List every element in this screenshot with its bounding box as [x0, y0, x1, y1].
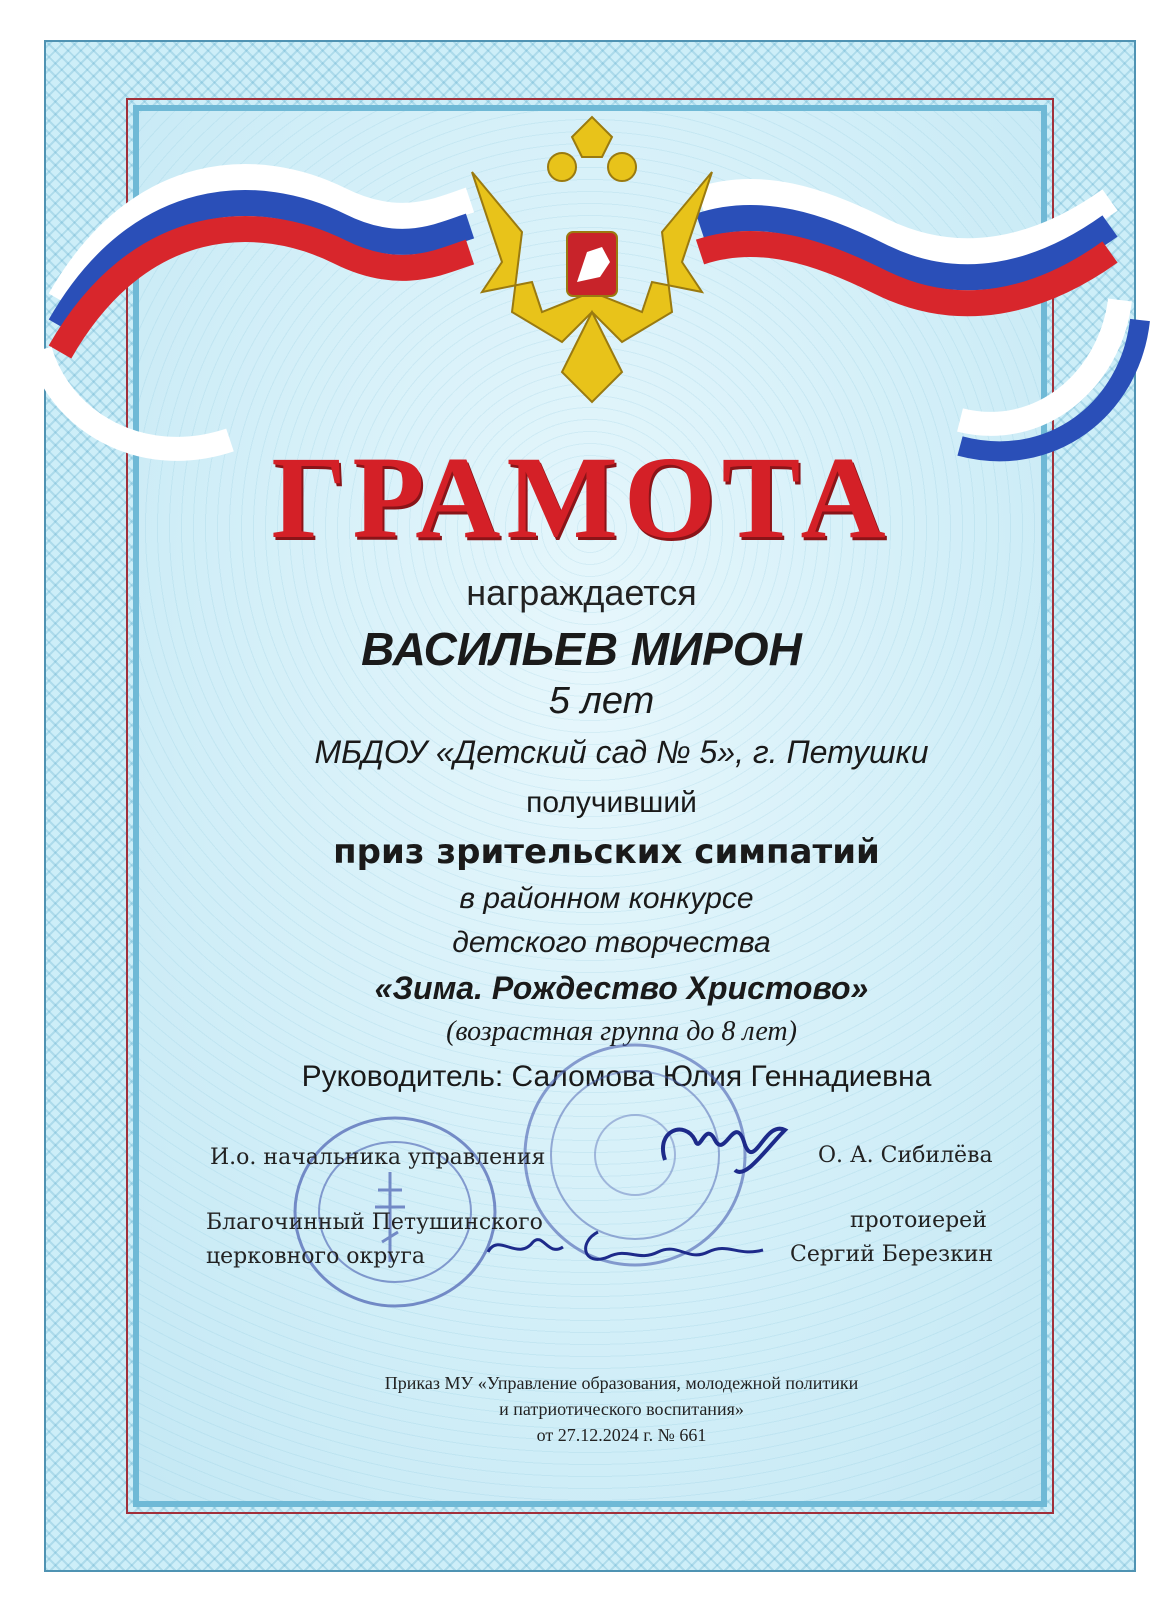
- supervisor: Руководитель: Саломова Юлия Геннадиевна: [301, 1060, 932, 1093]
- contest-name: «Зима. Рождество Христово»: [374, 970, 869, 1006]
- coat-of-arms-icon: [452, 112, 732, 412]
- certificate-title: ГРАМОТА: [271, 432, 892, 563]
- contest-line-2: детского творчества: [452, 926, 771, 959]
- signatory-1-name: О. А. Сибилёва: [818, 1143, 993, 1168]
- signatory-1-position: И.о. начальника управления: [210, 1145, 546, 1170]
- prize-name: приз зрительских симпатий: [333, 832, 880, 872]
- recipient-name: ВАСИЛЬЕВ МИРОН: [361, 623, 802, 675]
- signatory-2-position-line1: Благочинный Петушинского: [206, 1210, 543, 1235]
- recipient-age: 5 лет: [548, 680, 655, 722]
- contest-line-1: в районном конкурсе: [459, 882, 754, 915]
- age-group: (возрастная группа до 8 лет): [446, 1016, 797, 1047]
- footer-line-3: от 27.12.2024 г. № 661: [536, 1425, 707, 1445]
- received-text: получивший: [526, 786, 697, 819]
- signatory-2-title: протоиерей: [850, 1208, 987, 1233]
- signature-sibileva-icon: [645, 1100, 805, 1190]
- footer-line-2: и патриотического воспитания»: [499, 1399, 744, 1419]
- institution: МБДОУ «Детский сад № 5», г. Петушки: [314, 734, 929, 770]
- footer-line-1: Приказ МУ «Управление образования, молодежной политики: [384, 1373, 859, 1393]
- signatory-2-name: Сергий Березкин: [790, 1242, 994, 1267]
- signatory-2-position-line2: церковного округа: [206, 1244, 425, 1269]
- awarded-text: награждается: [466, 572, 697, 613]
